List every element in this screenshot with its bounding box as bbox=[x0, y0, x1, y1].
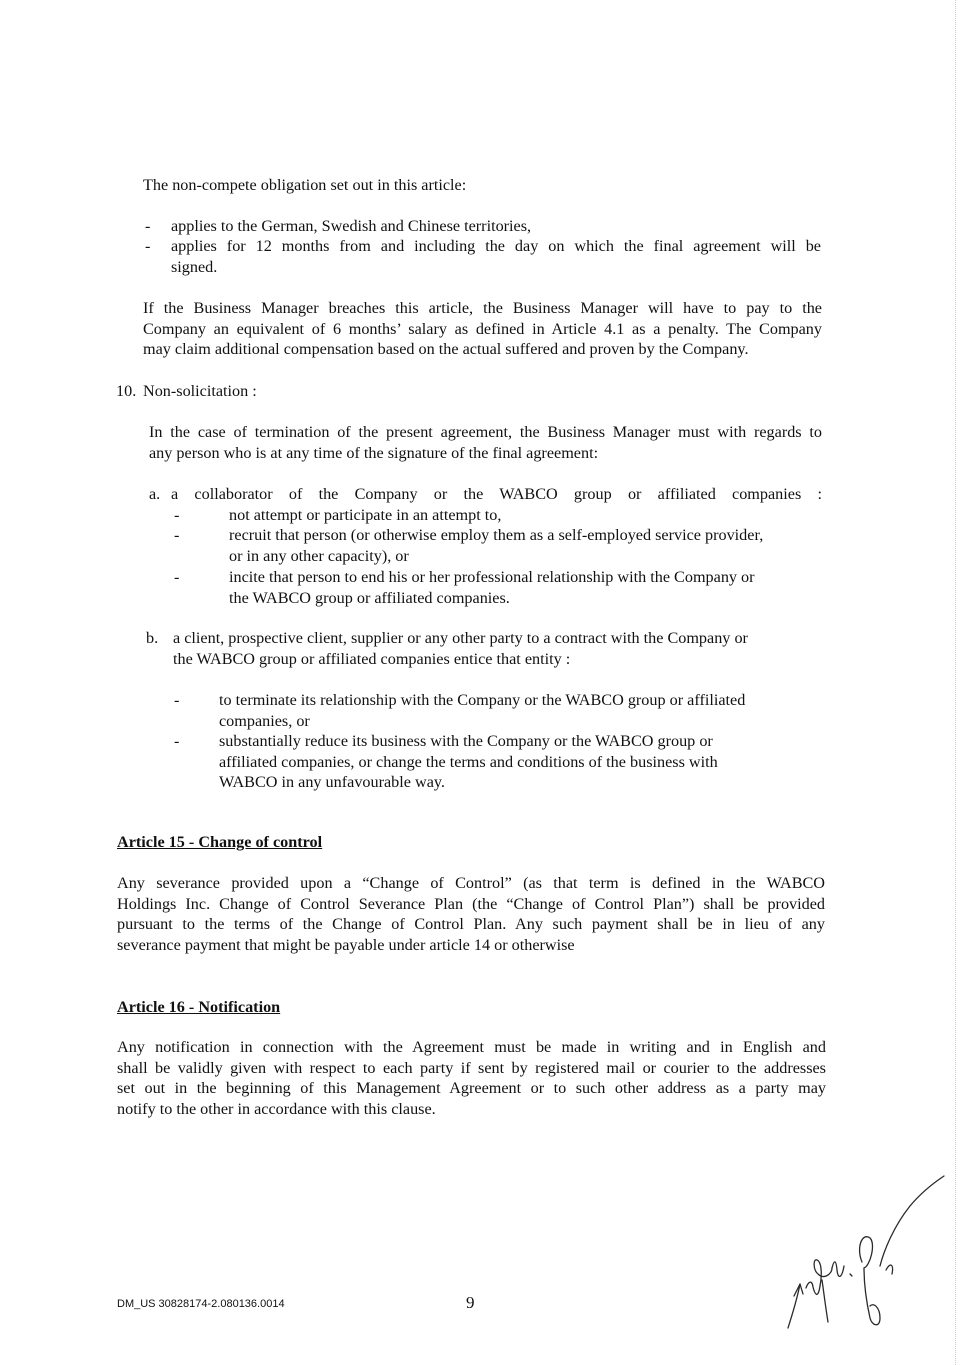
bullet-dash: - bbox=[145, 217, 151, 235]
handwritten-initials-signature bbox=[780, 1170, 950, 1340]
item-a-bullet-2: recruit that person (or otherwise employ them as a self-employed service provider, or in any other capacity), or bbox=[229, 526, 764, 565]
item-a-label: a. bbox=[149, 485, 161, 503]
article-15-body: Any severance provided upon a “Change of Control” (as that term is defined in the WABCO Holdings Inc. Change of Control Severance Plan (the “Change of Control Plan”) shall be provided pursuant to the terms of the Change of Control Plan. Any such payment shall be in lieu of any severance payment that might be payable under article 14 or otherwise bbox=[117, 874, 825, 954]
item-b-label: b. bbox=[146, 629, 159, 647]
footer-doc-id: DM_US 30828174-2.080136.0014 bbox=[117, 1298, 285, 1310]
item-a-bullet-3: incite that person to end his or her professional relationship with the Company or the WABCO group or affiliated companies. bbox=[229, 568, 755, 607]
page-number: 9 bbox=[466, 1293, 475, 1312]
article-15-heading: Article 15 - Change of control bbox=[117, 833, 323, 851]
bullet-dash: - bbox=[174, 732, 180, 750]
item-b-bullet-1: to terminate its relationship with the Company or the WABCO group or affiliated companies, or bbox=[219, 691, 746, 730]
noncompete-intro: The non-compete obligation set out in this article: bbox=[143, 176, 467, 194]
section-10-number: 10. bbox=[116, 382, 137, 400]
scan-edge-line bbox=[955, 0, 956, 1365]
penalty-paragraph: If the Business Manager breaches this article, the Business Manager will have to pay to the Company an equivalent of 6 months’ salary as defined in Article 4.1 as a penalty. The Company may claim additional compensation based on the actual suffered and proven by the Company. bbox=[143, 299, 822, 359]
article-16-heading: Article 16 - Notification bbox=[117, 998, 281, 1016]
section-10-title: Non-solicitation : bbox=[143, 382, 257, 400]
bullet-dash: - bbox=[174, 526, 180, 544]
item-a-text: a collaborator of the Company or the WABCO group or affiliated companies : bbox=[171, 485, 822, 503]
item-b-bullet-2: substantially reduce its business with the Company or the WABCO group or affiliated companies, or change the terms and conditions of the business with WABCO in any unfavourable way. bbox=[219, 732, 718, 792]
section-10-intro: In the case of termination of the present agreement, the Business Manager must with regards to any person who is at any time of the signature of the final agreement: bbox=[149, 423, 822, 462]
item-b-text: a client, prospective client, supplier or any other party to a contract with the Company or the WABCO group or affiliated companies entice that entity : bbox=[173, 629, 748, 668]
bullet-dash: - bbox=[174, 691, 180, 709]
article-16-body: Any notification in connection with the Agreement must be made in writing and in English and shall be validly given with respect to each party if sent by registered mail or courier to the addresses set out in the beginning of this Management Agreement or to such other address as a party may notify to the other in accordance with this clause. bbox=[117, 1038, 826, 1118]
noncompete-bullet-1: applies to the German, Swedish and Chinese territories, bbox=[171, 217, 532, 235]
noncompete-bullet-2-cont: signed. bbox=[171, 258, 218, 276]
bullet-dash: - bbox=[174, 506, 180, 524]
bullet-dash: - bbox=[145, 237, 151, 255]
noncompete-bullet-2: applies for 12 months from and including the day on which the final agreement will be bbox=[171, 237, 821, 255]
bullet-dash: - bbox=[174, 568, 180, 586]
item-a-bullet-1: not attempt or participate in an attempt to, bbox=[229, 506, 502, 524]
